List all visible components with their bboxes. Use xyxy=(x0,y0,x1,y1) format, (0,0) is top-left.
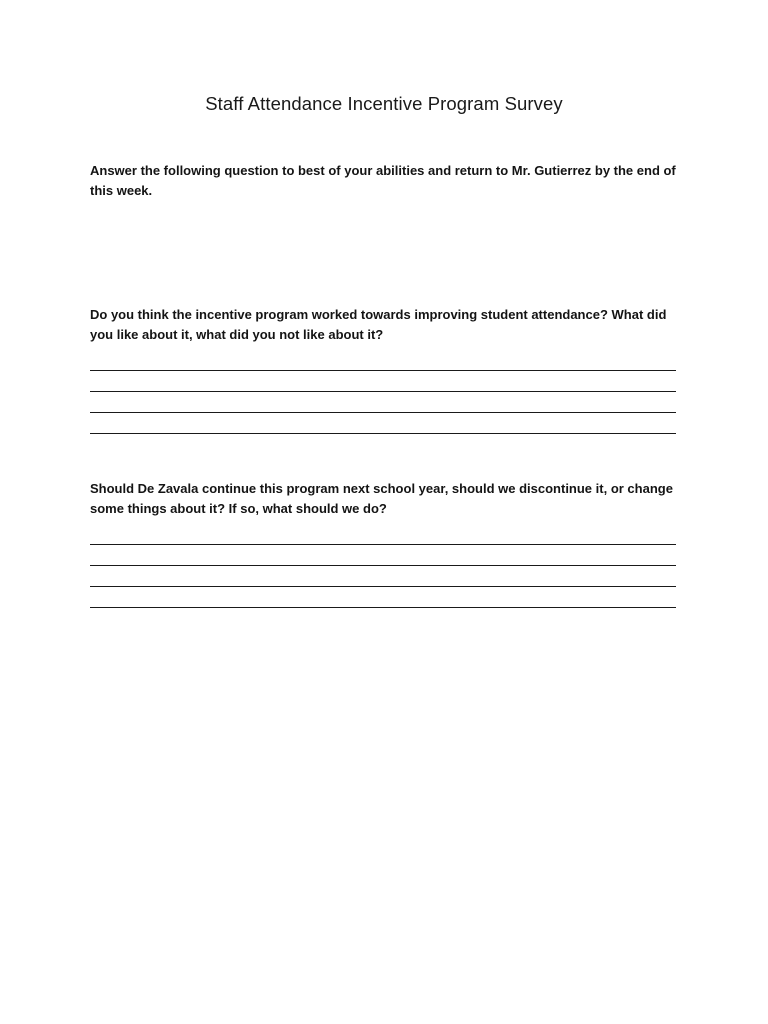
question-1-answer-lines xyxy=(90,370,676,454)
answer-line[interactable] xyxy=(90,565,676,566)
question-2-answer-lines xyxy=(90,544,676,628)
question-1-text: Do you think the incentive program worked towards improving student attendance? What did you like about it, what did you not like about it? xyxy=(90,307,667,342)
answer-line[interactable] xyxy=(90,586,676,587)
answer-line[interactable] xyxy=(90,607,676,608)
answer-line[interactable] xyxy=(90,370,676,371)
question-2-text: Should De Zavala continue this program next school year, should we discontinue it, or change some things about it? If so, what should we do? xyxy=(90,481,673,516)
answer-line[interactable] xyxy=(90,391,676,392)
answer-line[interactable] xyxy=(90,412,676,413)
answer-line[interactable] xyxy=(90,544,676,545)
page-title: Staff Attendance Incentive Program Survey xyxy=(205,93,563,114)
answer-line[interactable] xyxy=(90,433,676,434)
instructions-text: Answer the following question to best of your abilities and return to Mr. Gutierrez by the end of this week. xyxy=(90,163,676,198)
